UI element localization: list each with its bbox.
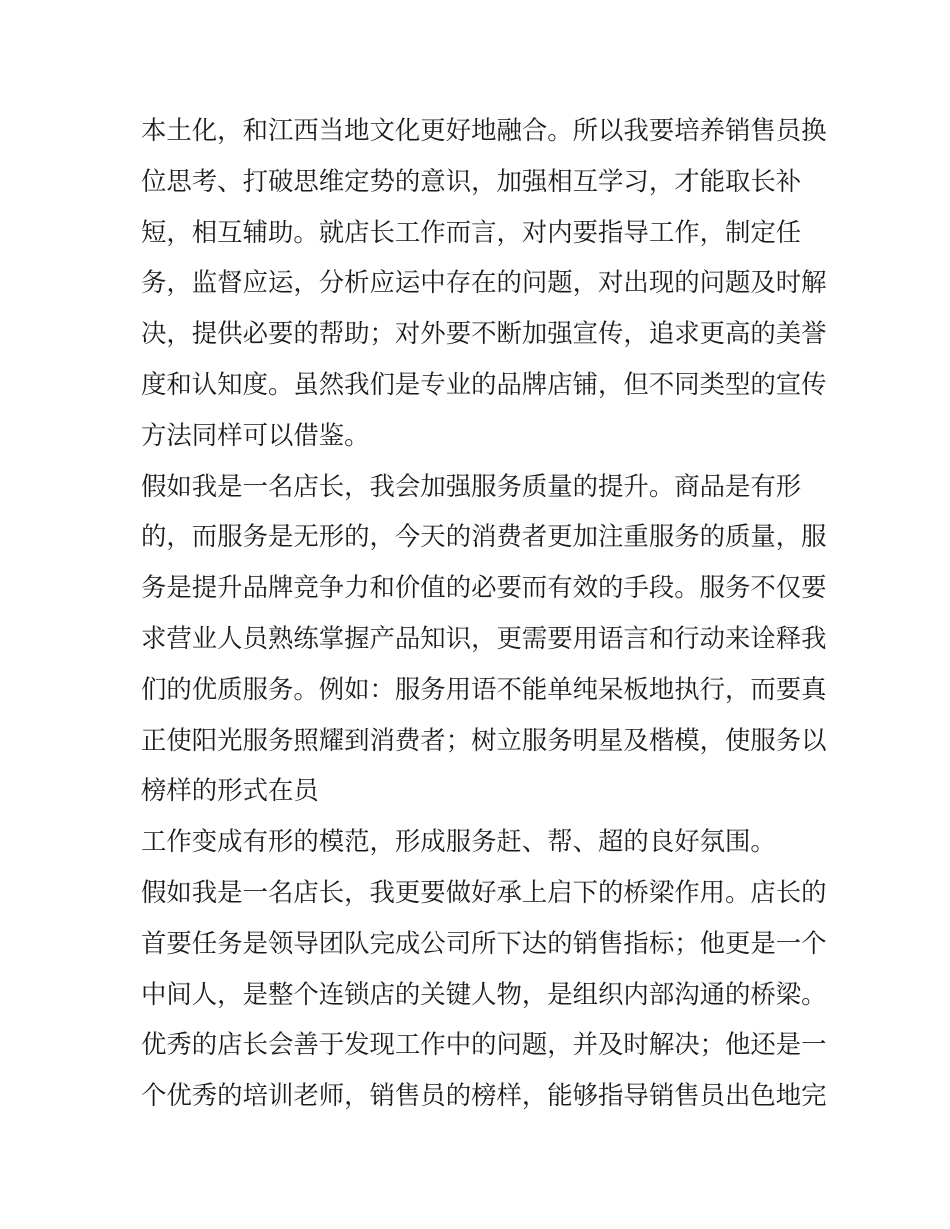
text-line: 位思考、打破思维定势的意识，加强相互学习，才能取长补 [141, 165, 802, 196]
text-line: 正使阳光服务照耀到消费者；树立服务明星及楷模，使服务以 [141, 724, 827, 755]
text-line: 务是提升品牌竞争力和价值的必要而有效的手段。服务不仅要 [141, 572, 827, 603]
text-line: 求营业人员熟练掌握产品知识，更需要用语言和行动来诠释我 [141, 622, 827, 653]
text-line: 们的优质服务。例如：服务用语不能单纯呆板地执行，而要真 [141, 673, 827, 704]
text-line: 务，监督应运，分析应运中存在的问题，对出现的问题及时解 [141, 267, 827, 298]
text-line: 方法同样可以借鉴。 [141, 419, 370, 450]
text-line: 短，相互辅助。就店长工作而言，对内要指导工作，制定任 [141, 216, 802, 247]
text-line: 的，而服务是无形的，今天的消费者更加注重服务的质量，服 [141, 521, 827, 552]
text-line: 榜样的形式在员 [141, 775, 319, 806]
text-line: 首要任务是领导团队完成公司所下达的销售指标；他更是一个 [141, 927, 827, 958]
body-text [141, 105, 827, 1121]
text-line: 假如我是一名店长，我会加强服务质量的提升。商品是有形 [141, 470, 802, 501]
text-line: 本土化，和江西当地文化更好地融合。所以我要培养销售员换 [141, 115, 827, 145]
text-line: 假如我是一名店长，我更要做好承上启下的桥梁作用。店长的 [141, 876, 827, 907]
text-line: 决，提供必要的帮助；对外要不断加强宣传，追求更高的美誉 [141, 318, 827, 349]
text-line: 度和认知度。虽然我们是专业的品牌店铺，但不同类型的宣传 [141, 368, 827, 399]
text-line: 优秀的店长会善于发现工作中的问题，并及时解决；他还是一 [141, 1029, 827, 1060]
text-line: 中间人，是整个连锁店的关键人物，是组织内部沟通的桥梁。 [141, 978, 827, 1009]
text-line: 个优秀的培训老师，销售员的榜样，能够指导销售员出色地完 [141, 1080, 827, 1111]
text-line: 工作变成有形的模范，形成服务赶、帮、超的良好氛围。 [141, 826, 776, 857]
